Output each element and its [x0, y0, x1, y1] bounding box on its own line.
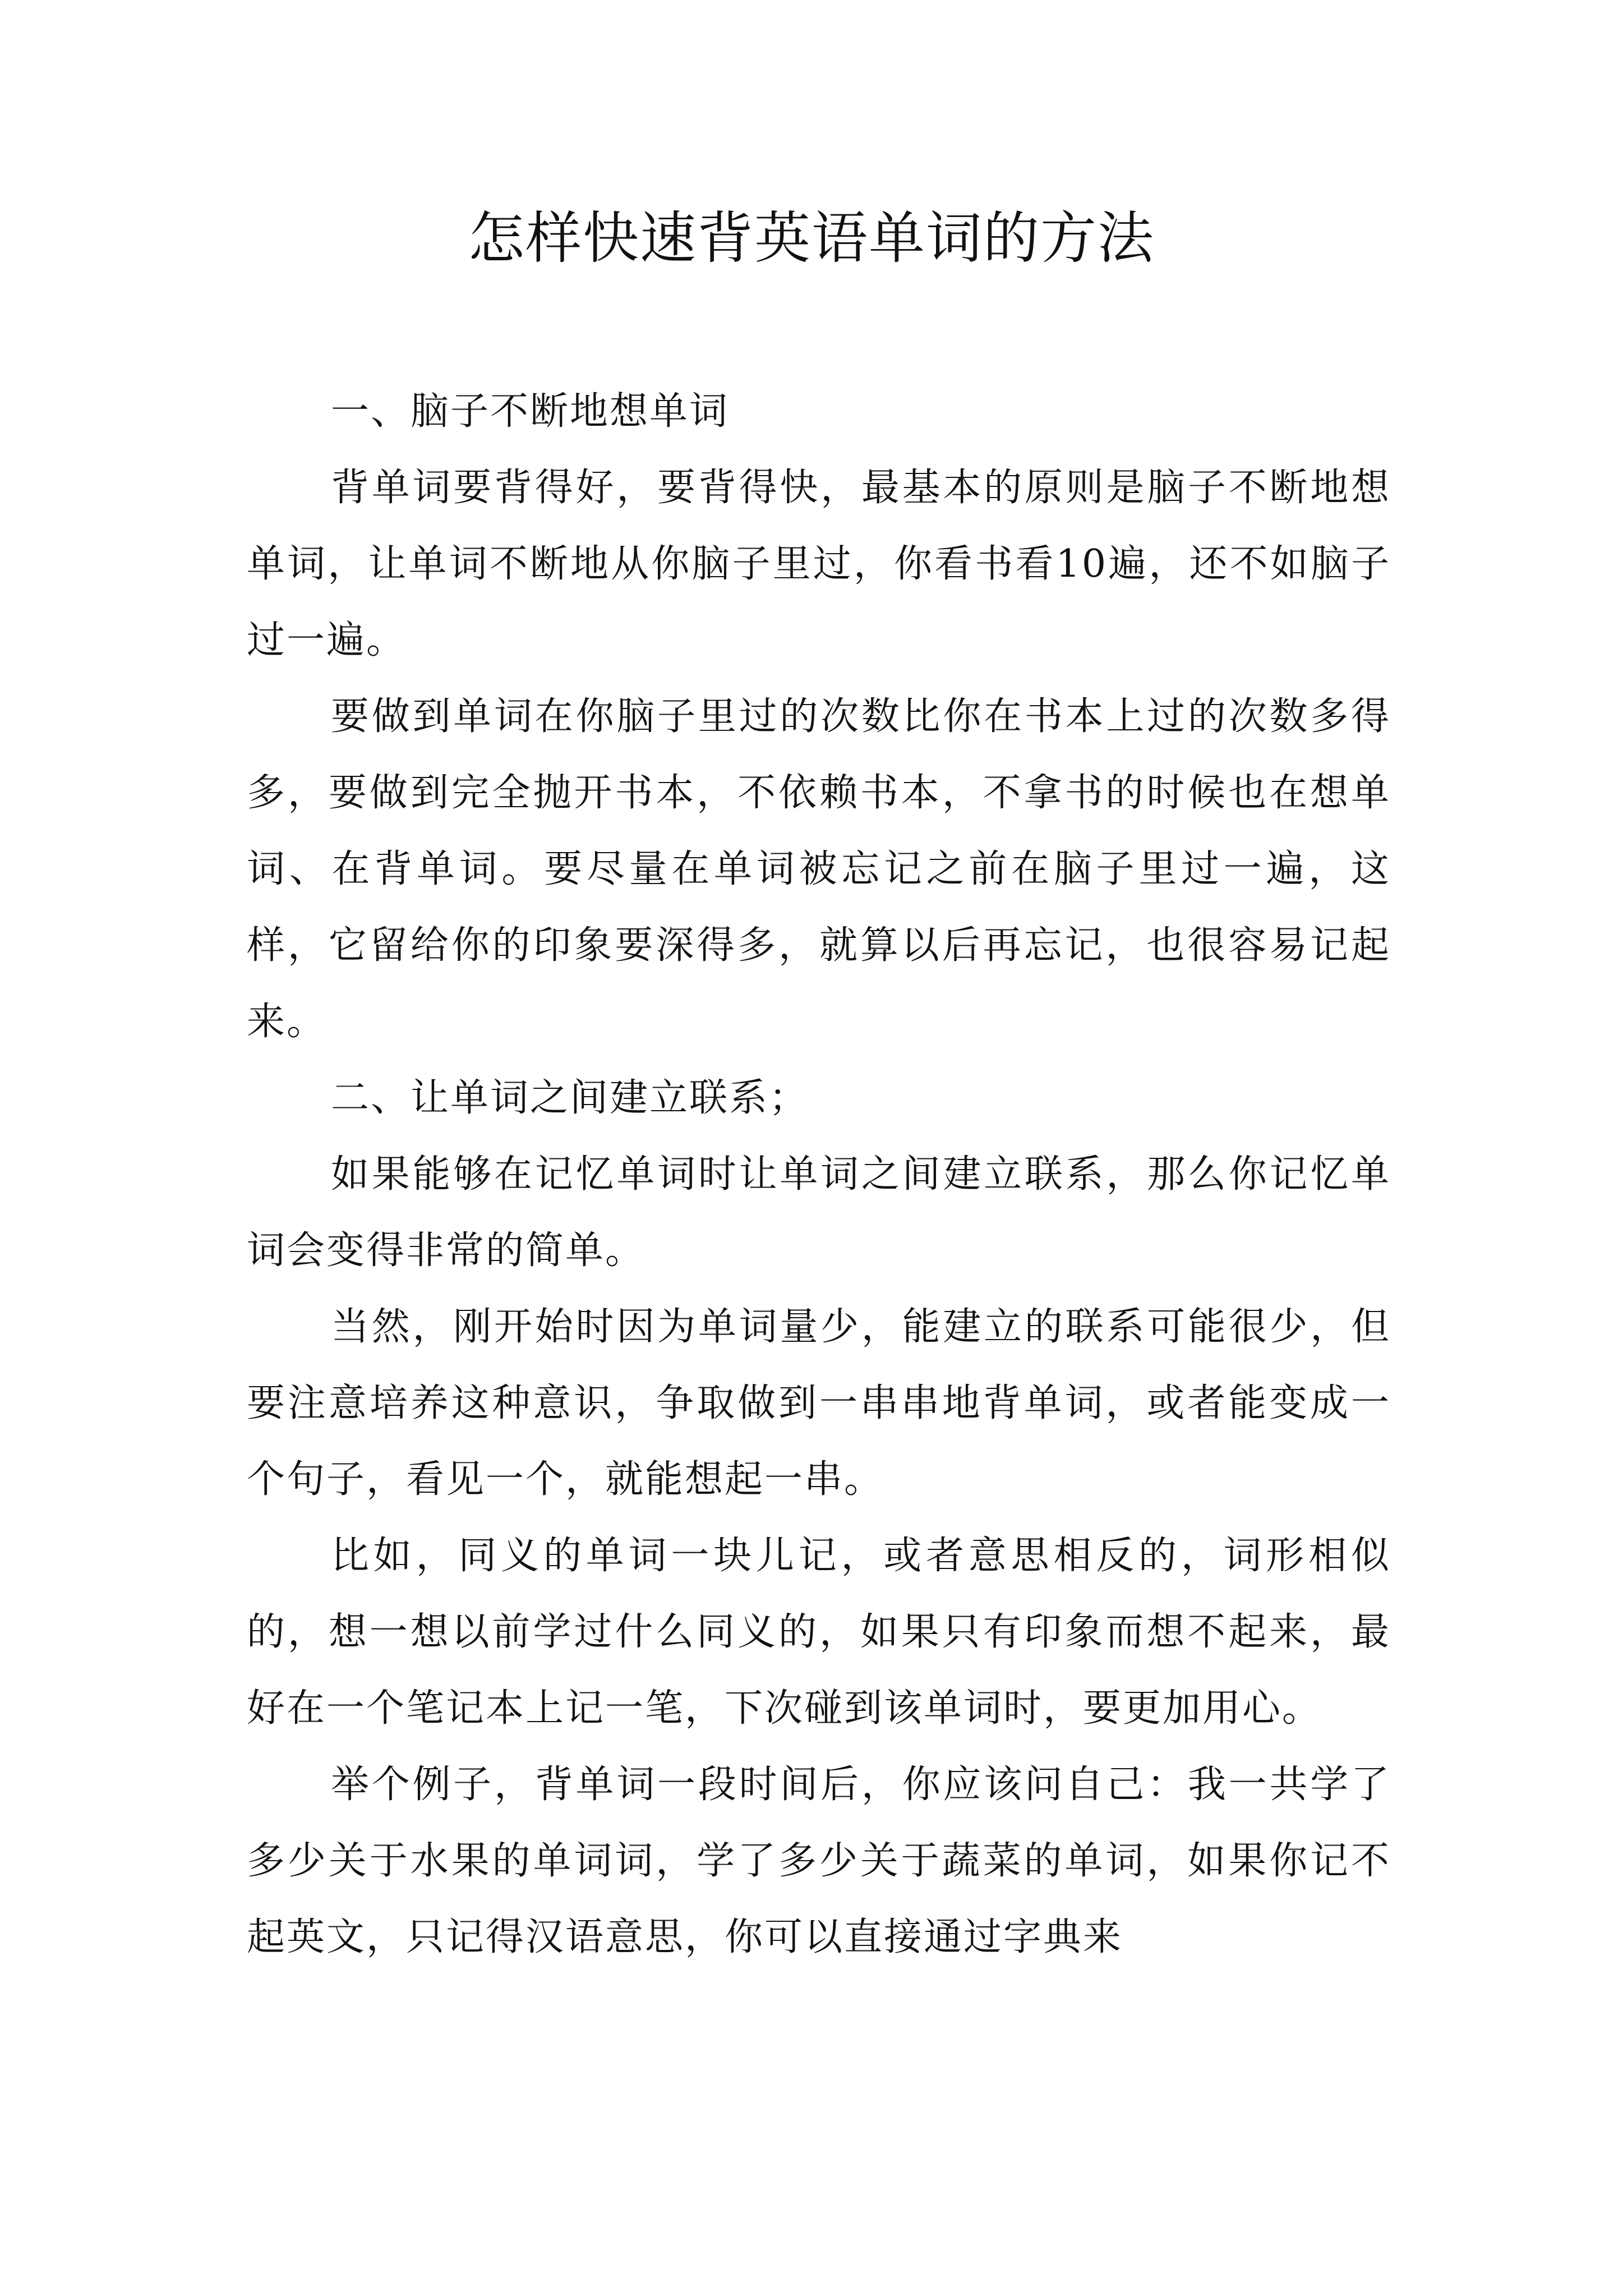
section-heading-1: 一、脑子不断地想单词: [331, 389, 730, 434]
paragraph: 如果能够在记忆单词时让单词之间建立联系，那么你记忆单词会变得非常的简单。: [247, 1152, 1391, 1273]
document-body: [247, 374, 1391, 1976]
section-heading-2: 二、让单词之间建立联系；: [331, 1076, 809, 1120]
paragraph: 要做到单词在你脑子里过的次数比你在书本上过的次数多得多，要做到完全抛开书本，不依赖书本，不拿书的时候也在想单词、在背单词。要尽量在单词被忘记之前在脑子里过一遍，这样，它留给你的印象要深得多，就算以后再忘记，也很容易记起来。: [247, 694, 1391, 1044]
document-title: 怎样快速背英语单词的方法: [468, 205, 1155, 271]
paragraph: 当然，刚开始时因为单词量少，能建立的联系可能很少，但要注意培养这种意识，争取做到一串串地背单词，或者能变成一个句子，看见一个，就能想起一串。: [247, 1305, 1391, 1502]
paragraph: 比如，同义的单词一块儿记，或者意思相反的，词形相似的，想一想以前学过什么同义的，如果只有印象而想不起来，最好在一个笔记本上记一笔，下次碰到该单词时，要更加用心。: [247, 1534, 1391, 1731]
paragraph: 举个例子，背单词一段时间后，你应该问自己：我一共学了多少关于水果的单词词，学了多少关于蔬菜的单词，如果你记不起英文，只记得汉语意思，你可以直接通过字典来: [247, 1763, 1391, 1959]
paragraph: 背单词要背得好，要背得快，最基本的原则是脑子不断地想单词，让单词不断地从你脑子里过，你看书看10遍，还不如脑子过一遍。: [247, 466, 1391, 662]
